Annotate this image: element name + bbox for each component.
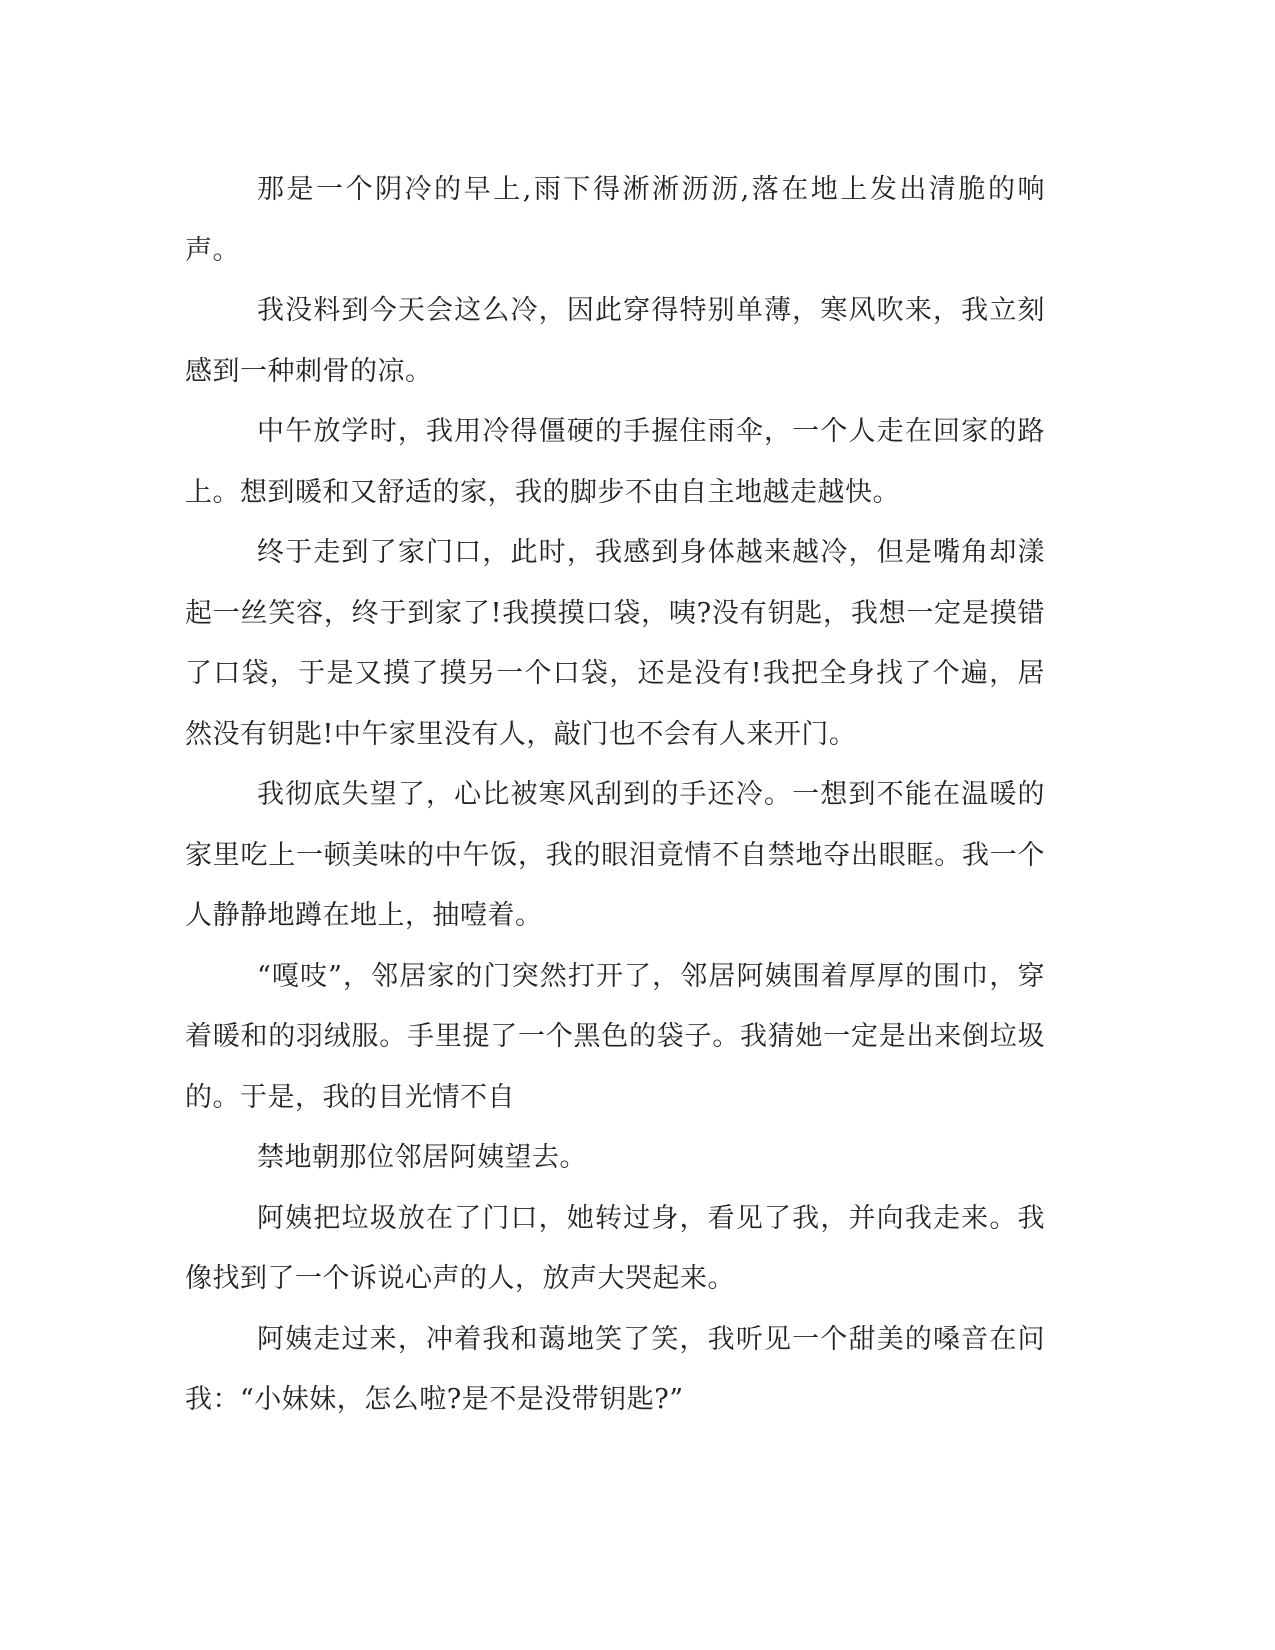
paragraph: 中午放学时，我用冷得僵硬的手握住雨伞，一个人走在回家的路上。想到暖和又舒适的家，我的脚步不由自主地越走越快。 [185, 416, 1045, 508]
paragraph: “嘎吱”，邻居家的门突然打开了，邻居阿姨围着厚厚的围巾，穿着暖和的羽绒服。手里提了一个黑色的袋子。我猜她一定是出来倒垃圾的。于是，我的目光情不自 [185, 960, 1045, 1113]
paragraph: 我没料到今天会这么冷，因此穿得特别单薄，寒风吹来，我立刻感到一种刺骨的凉。 [185, 295, 1045, 387]
paragraph: 我彻底失望了，心比被寒风刮到的手还冷。一想到不能在温暖的家里吃上一顿美味的中午饭，我的眼泪竟情不自禁地夺出眼眶。我一个人静静地蹲在地上，抽噎着。 [185, 779, 1045, 931]
document-body [185, 160, 1045, 1431]
paragraph: 那是一个阴冷的早上,雨下得淅淅沥沥,落在地上发出清脆的响声。 [185, 174, 1045, 266]
paragraph: 终于走到了家门口，此时，我感到身体越来越冷，但是嘴角却漾起一丝笑容，终于到家了!我摸摸口袋，咦?没有钥匙，我想一定是摸错了口袋，于是又摸了摸另一个口袋，还是没有!我把全身找了个遍，居然没有钥匙!中午家里没有人，敲门也不会有人来开门。 [185, 537, 1045, 750]
paragraph: 阿姨走过来，冲着我和蔼地笑了笑，我听见一个甜美的嗓音在问我：“小妹妹，怎么啦?是不是没带钥匙?” [185, 1323, 1045, 1415]
paragraph: 禁地朝那位邻居阿姨望去。 [257, 1142, 587, 1173]
paragraph: 阿姨把垃圾放在了门口，她转过身，看见了我，并向我走来。我像找到了一个诉说心声的人，放声大哭起来。 [185, 1202, 1045, 1294]
